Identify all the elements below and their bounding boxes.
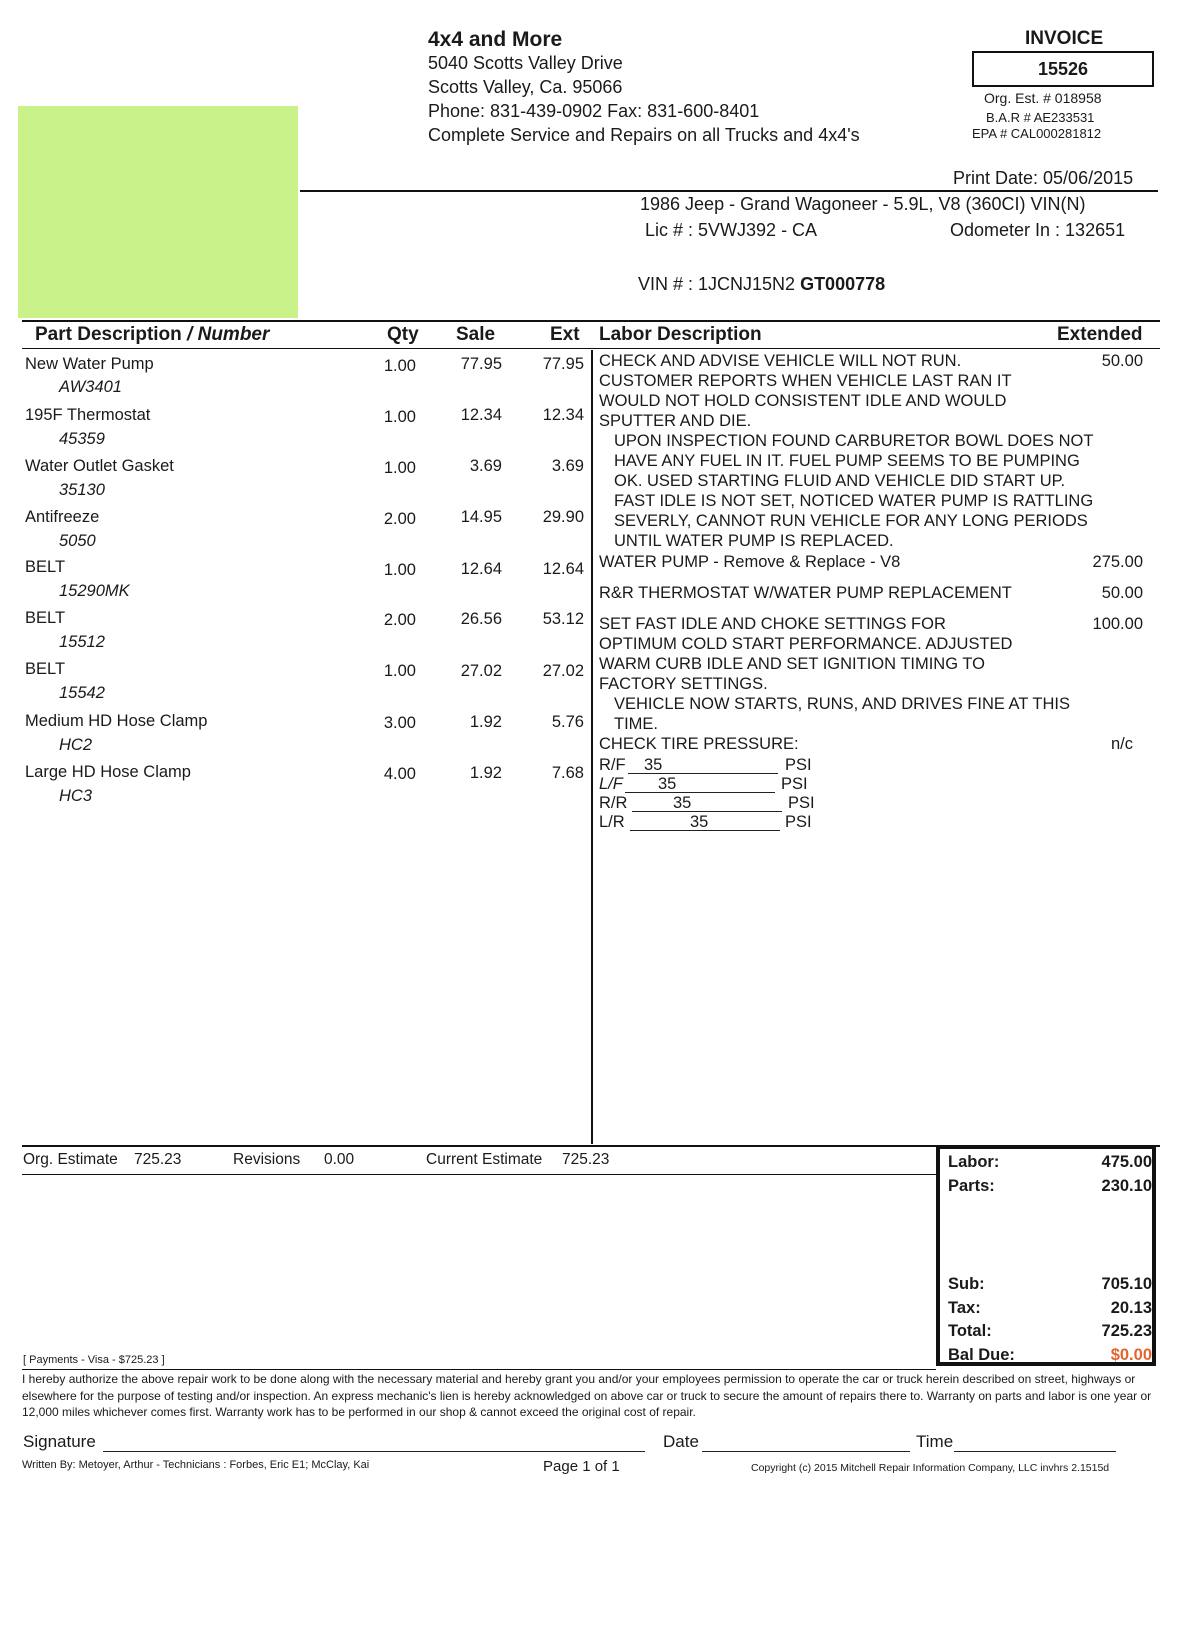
shop-tagline: Complete Service and Repairs on all Trucks and 4x4's	[428, 125, 860, 145]
tire-underline	[625, 792, 775, 793]
vehicle-description: 1986 Jeep - Grand Wagoneer - 5.9L, V8 (360CI) VIN(N)	[640, 194, 1086, 214]
labor-line: TIME.	[614, 715, 658, 733]
part-number: 45359	[59, 430, 105, 448]
time-label: Time	[916, 1432, 954, 1451]
labor-line: OPTIMUM COLD START PERFORMANCE. ADJUSTED	[599, 635, 1013, 653]
part-ext: 77.95	[542, 355, 584, 373]
license-plate: Lic # : 5VWJ392 - CA	[645, 220, 818, 240]
part-ext: 53.12	[542, 610, 584, 628]
column-divider	[591, 350, 593, 1144]
part-name: BELT	[25, 660, 66, 678]
part-number: 35130	[59, 481, 105, 499]
col-sale: Sale	[456, 324, 496, 345]
part-number: 5050	[59, 532, 96, 550]
org-estimate-value: 725.23	[134, 1151, 182, 1168]
part-name: BELT	[25, 609, 66, 627]
part-number: AW3401	[59, 378, 122, 396]
total: 725.23	[1101, 1322, 1152, 1340]
part-number: 15512	[59, 633, 105, 651]
estimate-bottom-line	[22, 1174, 936, 1175]
part-number: 15542	[59, 684, 105, 702]
part-qty: 3.00	[383, 714, 416, 732]
time-line[interactable]	[954, 1451, 1116, 1452]
table-header-line	[22, 348, 1160, 349]
tire-value: 35	[644, 756, 663, 774]
tire-underline	[628, 773, 778, 774]
tire-position: R/R	[599, 794, 628, 812]
part-qty: 1.00	[383, 459, 416, 477]
tire-unit: PSI	[781, 775, 808, 793]
labor-line: FAST IDLE IS NOT SET, NOTICED WATER PUMP IS RATTLING	[614, 492, 1094, 510]
part-sale: 12.34	[460, 406, 502, 424]
balance-due-label: Bal Due:	[948, 1346, 1015, 1364]
labor-total-label: Labor:	[948, 1153, 1000, 1171]
labor-amount: n/c	[1110, 735, 1133, 753]
tire-value: 35	[690, 813, 709, 831]
signature-label: Signature	[23, 1432, 96, 1451]
shop-address-line2: Scotts Valley, Ca. 95066	[428, 77, 623, 97]
labor-amount: 100.00	[1092, 615, 1143, 633]
labor-line: UNTIL WATER PUMP IS REPLACED.	[614, 532, 894, 550]
tire-underline	[630, 830, 780, 831]
labor-line: CHECK TIRE PRESSURE:	[599, 735, 799, 753]
col-part-description: Part Description / Number	[35, 324, 270, 345]
col-qty: Qty	[387, 324, 419, 345]
date-line[interactable]	[702, 1451, 910, 1452]
tire-unit: PSI	[788, 794, 815, 812]
col-labor-description: Labor Description	[599, 324, 762, 345]
part-qty: 2.00	[383, 611, 416, 629]
part-qty: 1.00	[383, 561, 416, 579]
part-qty: 2.00	[383, 510, 416, 528]
labor-line: VEHICLE NOW STARTS, RUNS, AND DRIVES FINE AT THIS	[614, 695, 1070, 713]
tire-underline	[632, 811, 782, 812]
org-estimate-label: Org. Estimate	[23, 1151, 118, 1168]
vin-bold: GT000778	[800, 274, 886, 294]
copyright: Copyright (c) 2015 Mitchell Repair Information Company, LLC invhrs 2.1515d	[751, 1462, 1110, 1474]
total-label: Total:	[948, 1322, 992, 1340]
labor-line: UPON INSPECTION FOUND CARBURETOR BOWL DOES NOT	[614, 432, 1094, 450]
labor-line: WATER PUMP - Remove & Replace - V8	[599, 553, 901, 571]
legal-top-line	[22, 1369, 936, 1370]
labor-line: WARM CURB IDLE AND SET IGNITION TIMING TO	[599, 655, 985, 673]
tire-position: L/F	[599, 775, 623, 793]
shop-name: 4x4 and More	[428, 28, 563, 51]
part-name: Medium HD Hose Clamp	[25, 712, 208, 730]
part-ext: 5.76	[551, 713, 584, 731]
labor-line: R&R THERMOSTAT W/WATER PUMP REPLACEMENT	[599, 584, 1012, 602]
part-ext: 3.69	[551, 457, 584, 475]
part-name: 195F Thermostat	[25, 406, 151, 424]
tax: 20.13	[1110, 1299, 1152, 1317]
header-divider	[300, 190, 1158, 192]
labor-line: HAVE ANY FUEL IN IT. FUEL PUMP SEEMS TO BE PUMPING	[614, 452, 1080, 470]
part-name: Antifreeze	[25, 508, 100, 526]
labor-line: CHECK AND ADVISE VEHICLE WILL NOT RUN.	[599, 352, 962, 370]
part-ext: 12.64	[542, 560, 584, 578]
labor-amount: 50.00	[1101, 352, 1143, 370]
labor-line: FACTORY SETTINGS.	[599, 675, 768, 693]
epa-number: EPA # CAL000281812	[972, 126, 1102, 141]
part-name: BELT	[25, 558, 66, 576]
org-est-number: Org. Est. # 018958	[984, 90, 1102, 106]
part-number: HC2	[59, 736, 93, 754]
invoice-number: 15526	[972, 51, 1154, 87]
payments-note: [ Payments - Visa - $725.23 ]	[23, 1354, 165, 1366]
part-name: Water Outlet Gasket	[25, 457, 174, 475]
balance-due: $0.00	[1110, 1346, 1152, 1364]
odometer: Odometer In : 132651	[950, 220, 1126, 240]
col-extended: Extended	[1057, 324, 1143, 345]
vin	[638, 274, 885, 295]
part-qty: 4.00	[383, 765, 416, 783]
subtotal: 705.10	[1101, 1275, 1152, 1293]
part-ext: 7.68	[551, 764, 584, 782]
labor-line: OK. USED STARTING FLUID AND VEHICLE DID START UP.	[614, 472, 1066, 490]
labor-line: SEVERLY, CANNOT RUN VEHICLE FOR ANY LONG PERIODS	[614, 512, 1088, 530]
part-sale: 77.95	[460, 355, 502, 373]
part-number: HC3	[59, 787, 93, 805]
part-sale: 14.95	[460, 508, 502, 526]
tire-position: R/F	[599, 756, 626, 774]
current-estimate-label: Current Estimate	[426, 1151, 543, 1168]
part-sale: 12.64	[460, 560, 502, 578]
part-qty: 1.00	[383, 408, 416, 426]
signature-line[interactable]	[103, 1451, 645, 1452]
parts-total-label: Parts:	[948, 1177, 995, 1195]
labor-line: WOULD NOT HOLD CONSISTENT IDLE AND WOULD	[599, 392, 1007, 410]
part-name: Large HD Hose Clamp	[25, 763, 191, 781]
part-sale: 3.69	[469, 457, 502, 475]
labor-amount: 50.00	[1101, 584, 1143, 602]
part-sale: 1.92	[469, 764, 502, 782]
labor-line: SPUTTER AND DIE.	[599, 412, 752, 430]
tire-value: 35	[658, 775, 677, 793]
part-sale: 26.56	[460, 610, 502, 628]
shop-address-line1: 5040 Scotts Valley Drive	[428, 53, 623, 73]
tax-label: Tax:	[948, 1299, 981, 1317]
part-sale: 27.02	[460, 662, 502, 680]
subtotal-label: Sub:	[948, 1275, 985, 1293]
part-sale: 1.92	[469, 713, 502, 731]
vin-prefix: VIN # : 1JCNJ15N2	[638, 274, 801, 294]
tire-value: 35	[673, 794, 692, 812]
page-number: Page 1 of 1	[543, 1458, 620, 1475]
part-ext: 27.02	[542, 662, 584, 680]
table-top-line	[22, 320, 1160, 322]
sticky-note	[18, 106, 298, 318]
revisions-value: 0.00	[324, 1151, 355, 1168]
bar-number: B.A.R # AE233531	[986, 110, 1095, 125]
part-name: New Water Pump	[25, 355, 154, 373]
authorization-text: I hereby authorize the above repair work to be done along with the necessary material and hereby grant you and/or your employees permission to operate the car or truck herein described on street, highways or elsewhere for the purpose of testing and/or inspection. An express mechanic's lien is hereby acknowledged on above car or truck to secure the amount of repairs there to. Warranty on parts and labor is one year or 12,000 miles whichever comes first. Warranty work has to be performed in our shop & cannot exceed the original cost of repair.	[22, 1372, 1152, 1419]
part-ext: 12.34	[542, 406, 584, 424]
part-qty: 1.00	[383, 662, 416, 680]
invoice-label: INVOICE	[1025, 28, 1104, 49]
col-ext: Ext	[550, 324, 580, 345]
part-qty: 1.00	[383, 357, 416, 375]
tire-unit: PSI	[785, 813, 812, 831]
tire-position: L/R	[599, 813, 625, 831]
part-ext: 29.90	[542, 508, 584, 526]
parts-total: 230.10	[1101, 1177, 1152, 1195]
written-by: Written By: Metoyer, Arthur - Technicians : Forbes, Eric E1; McClay, Kai	[22, 1459, 370, 1471]
print-date: Print Date: 05/06/2015	[953, 168, 1134, 188]
date-label: Date	[663, 1432, 699, 1451]
tire-unit: PSI	[785, 756, 812, 774]
shop-phone: Phone: 831-439-0902 Fax: 831-600-8401	[428, 101, 760, 121]
labor-line: CUSTOMER REPORTS WHEN VEHICLE LAST RAN IT	[599, 372, 1012, 390]
revisions-label: Revisions	[233, 1151, 301, 1168]
labor-amount: 275.00	[1092, 553, 1143, 571]
labor-line: SET FAST IDLE AND CHOKE SETTINGS FOR	[599, 615, 946, 633]
current-estimate-value: 725.23	[562, 1151, 610, 1168]
part-number: 15290MK	[59, 582, 130, 600]
labor-total: 475.00	[1101, 1153, 1152, 1171]
